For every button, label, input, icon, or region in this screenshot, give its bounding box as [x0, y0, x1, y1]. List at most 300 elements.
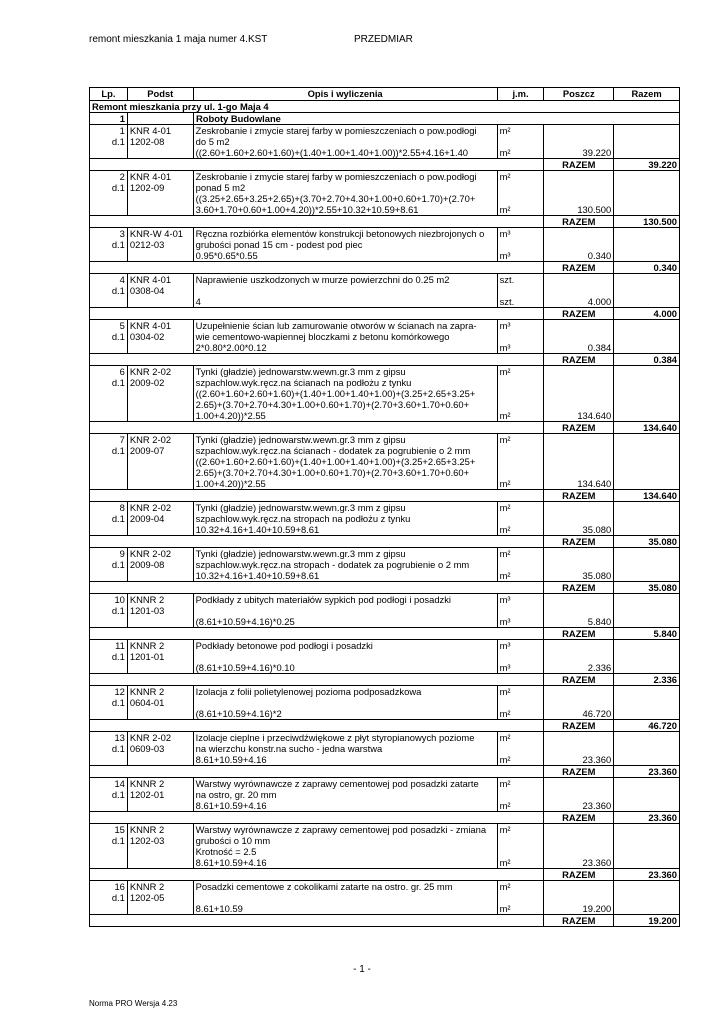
- item-lp-cell: [90, 171, 127, 215]
- item-dept: d.1: [111, 789, 125, 800]
- item-unit: m²: [499, 857, 511, 868]
- item-total: 2.336: [613, 674, 679, 685]
- item-number: 11: [115, 640, 125, 651]
- sum-spacer: [90, 812, 543, 823]
- item-description-cell: [193, 640, 497, 673]
- item-calculation-line: 10.32+4.16+1.40+10.59+8.61: [195, 570, 320, 581]
- item-sum-row: [89, 216, 680, 228]
- item-number: 10: [114, 594, 125, 605]
- col-razem-header: Razem: [613, 88, 679, 100]
- item-calculation-line: 0.95*0.65*0.55: [195, 250, 258, 261]
- item-code-number: 0308-04: [129, 285, 165, 296]
- sum-label: RAZEM: [543, 628, 613, 639]
- item-code-number: 0212-03: [129, 239, 165, 250]
- item-dept: d.1: [111, 605, 125, 616]
- item-code-number: 1202-05: [129, 892, 165, 903]
- section-title: Remont mieszkania przy ul. 1-go Maja 4: [92, 101, 269, 112]
- item-podst-cell: [127, 778, 193, 811]
- item-dept: d.1: [111, 182, 125, 193]
- software-version: Norma PRO Wersja 4.23: [89, 999, 178, 1008]
- item-description-line: Ręczna rozbiórka elementów konstrukcji betonowych niezbrojonych o: [195, 228, 485, 239]
- item-razem-cell: [613, 228, 679, 261]
- col-poszcz-header: Poszcz: [543, 88, 613, 100]
- item-unit-top: m³: [499, 594, 511, 605]
- item-row: [89, 640, 680, 674]
- item-quantity: 4.000: [587, 296, 612, 307]
- item-razem-cell: [613, 732, 679, 765]
- item-poszcz-cell: [543, 274, 613, 307]
- item-row: [89, 125, 680, 159]
- item-code: KNNR 2: [129, 686, 165, 697]
- item-description-line: szpachlow.wyk.ręcz.na ścianach - dodatek za pogrubienie o 2 mm: [195, 445, 471, 456]
- item-quantity: 130.500: [577, 204, 612, 215]
- item-description-line: Posadzki cementowe z cokolikami zatarte na ostro. gr. 25 mm: [195, 881, 453, 892]
- col-podst-header: Podst: [127, 88, 193, 100]
- sum-label: RAZEM: [543, 354, 613, 365]
- item-sum-row: [89, 490, 680, 502]
- item-sum-row: [89, 262, 680, 274]
- item-number: 1: [119, 125, 125, 136]
- item-dept: d.1: [111, 835, 125, 846]
- item-row: [89, 228, 680, 262]
- item-description-line: Tynki (gładzie) jednowarstw.wewn.gr.3 mm z gipsu: [195, 434, 406, 445]
- item-code-number: 1201-03: [129, 605, 165, 616]
- item-lp-cell: [90, 732, 127, 765]
- item-description-cell: [193, 434, 497, 489]
- item-unit-cell: [497, 686, 544, 719]
- sum-spacer: [90, 869, 543, 880]
- group-title: Roboty Budowlane: [193, 113, 679, 124]
- item-podst-cell: [127, 686, 193, 719]
- item-code-number: 0604-01: [129, 697, 165, 708]
- item-sum-row: [89, 536, 680, 548]
- item-poszcz-cell: [543, 640, 613, 673]
- item-row: [89, 778, 680, 812]
- item-code-number: 2009-08: [129, 559, 165, 570]
- group-row: [89, 113, 680, 125]
- item-razem-cell: [613, 594, 679, 627]
- item-poszcz-cell: [543, 228, 613, 261]
- sum-label: RAZEM: [543, 159, 613, 170]
- item-description-line: Naprawienie uszkodzonych w murze powierzchni do 0.25 m2: [195, 274, 450, 285]
- item-poszcz-cell: [543, 434, 613, 489]
- item-lp-cell: [90, 824, 127, 868]
- item-row: [89, 171, 680, 216]
- item-description-line: Warstwy wyrównawcze z zaprawy cementowej pod posadzki - zmiana: [195, 824, 487, 835]
- item-code-number: 2009-07: [129, 445, 165, 456]
- item-quantity: 5.840: [587, 616, 612, 627]
- item-unit-cell: [497, 366, 544, 421]
- sum-label: RAZEM: [543, 490, 613, 501]
- item-total: 0.340: [613, 262, 679, 273]
- item-lp-cell: [90, 881, 127, 914]
- sum-spacer: [90, 308, 543, 319]
- item-description-line: grubości o 10 mm: [195, 835, 271, 846]
- item-description-cell: [193, 732, 497, 765]
- item-code-number: 1202-03: [129, 835, 165, 846]
- item-unit: m²: [499, 570, 511, 581]
- item-sum-row: [89, 422, 680, 434]
- item-code: KNR 4-01: [129, 125, 172, 136]
- item-calculation-line: ((2.60+1.60+2.60+1.60)+(1.40+1.00+1.40+1.00)+(3.25+2.65+3.25+: [195, 456, 476, 467]
- item-quantity: 19.200: [582, 903, 612, 914]
- item-poszcz-cell: [543, 686, 613, 719]
- item-description-cell: [193, 228, 497, 261]
- sum-spacer: [90, 354, 543, 365]
- item-number: 8: [119, 502, 125, 513]
- item-description-line: [196, 651, 495, 662]
- item-description-line: [196, 697, 495, 708]
- item-calculation-line: 8.61+10.59: [195, 903, 243, 914]
- item-unit-cell: [497, 171, 544, 215]
- item-calculation-line: 8.61+10.59+4.16: [195, 800, 267, 811]
- item-unit-top: m²: [499, 548, 511, 559]
- item-total: 130.500: [613, 216, 679, 227]
- item-razem-cell: [613, 125, 679, 158]
- item-description-cell: [193, 594, 497, 627]
- item-poszcz-cell: [543, 171, 613, 215]
- item-podst-cell: [127, 171, 193, 215]
- item-calculation-line: 2.65)+(3.70+2.70+4.30+1.00+0.60+1.70)+(2.70+3.60+1.70+0.60+: [195, 467, 470, 478]
- item-quantity: 35.080: [582, 524, 612, 535]
- item-code-number: 2009-04: [129, 513, 165, 524]
- item-lp-cell: [90, 320, 127, 353]
- sum-label: RAZEM: [543, 308, 613, 319]
- item-poszcz-cell: [543, 732, 613, 765]
- file-name: remont mieszkania 1 maja numer 4.KST: [89, 34, 268, 45]
- item-unit: m³: [499, 250, 511, 261]
- item-sum-row: [89, 674, 680, 686]
- item-podst-cell: [127, 320, 193, 353]
- item-unit-top: m³: [499, 640, 511, 651]
- item-unit-top: m²: [499, 686, 511, 697]
- item-total: 19.200: [613, 915, 679, 926]
- sum-label: RAZEM: [543, 812, 613, 823]
- item-number: 2: [119, 171, 125, 182]
- item-code: KNR 2-02: [129, 366, 172, 377]
- item-poszcz-cell: [543, 594, 613, 627]
- item-unit-cell: [497, 640, 544, 673]
- item-row: [89, 732, 680, 766]
- item-total: 0.384: [613, 354, 679, 365]
- item-total: 23.360: [613, 812, 679, 823]
- item-razem-cell: [613, 366, 679, 421]
- item-razem-cell: [613, 548, 679, 581]
- sum-spacer: [90, 674, 543, 685]
- item-number: 7: [119, 434, 125, 445]
- item-razem-cell: [613, 640, 679, 673]
- item-podst-cell: [127, 548, 193, 581]
- sum-spacer: [90, 766, 543, 777]
- item-lp-cell: [90, 228, 127, 261]
- sum-spacer: [90, 490, 543, 501]
- item-description-cell: [193, 881, 497, 914]
- item-calculation-line: 3.60+1.70+0.60+1.00+4.20))*2.55+10.32+10.59+8.61: [195, 204, 419, 215]
- item-code-number: 2009-02: [129, 377, 165, 388]
- item-description-line: Izolacje cieplne i przeciwdźwiękowe z płyt styropianowych poziome: [195, 732, 475, 743]
- item-poszcz-cell: [543, 502, 613, 535]
- group-number: 1: [119, 113, 125, 124]
- item-unit-top: m²: [499, 125, 511, 136]
- sum-label: RAZEM: [543, 582, 613, 593]
- item-unit: m²: [499, 800, 511, 811]
- sum-label: RAZEM: [543, 262, 613, 273]
- item-lp-cell: [90, 502, 127, 535]
- item-podst-cell: [127, 594, 193, 627]
- item-calculation-line: ((3.25+2.65+3.25+2.65)+(3.70+2.70+4.30+1.00+0.60+1.70)+(2.70+: [195, 193, 476, 204]
- item-row: [89, 320, 680, 354]
- page-number: - 1 -: [353, 964, 371, 975]
- items-body: [89, 125, 680, 927]
- item-unit: m³: [499, 662, 511, 673]
- item-code: KNR 2-02: [129, 502, 172, 513]
- item-unit: m²: [499, 754, 511, 765]
- item-dept: d.1: [111, 892, 125, 903]
- bill-of-quantities-table: [89, 87, 680, 927]
- item-unit: m²: [499, 147, 511, 158]
- item-code-number: 0304-02: [129, 331, 165, 342]
- item-description-cell: [193, 548, 497, 581]
- item-total: 134.640: [613, 422, 679, 433]
- item-code: KNR 2-02: [129, 548, 172, 559]
- sum-spacer: [90, 582, 543, 593]
- item-sum-row: [89, 354, 680, 366]
- item-description-line: Krotność = 2.5: [195, 846, 257, 857]
- item-sum-row: [89, 720, 680, 732]
- sum-label: RAZEM: [543, 674, 613, 685]
- item-description-line: Zeskrobanie i zmycie starej farby w pomieszczeniach o pow.podłogi: [195, 171, 477, 182]
- item-podst-cell: [127, 732, 193, 765]
- item-description-line: Tynki (gładzie) jednowarstw.wewn.gr.3 mm z gipsu: [195, 366, 406, 377]
- col-lp-header: Lp.: [101, 88, 116, 99]
- item-quantity: 23.360: [582, 754, 612, 765]
- sum-spacer: [90, 422, 543, 433]
- item-razem-cell: [613, 881, 679, 914]
- item-code-number: 0609-03: [129, 743, 165, 754]
- item-razem-cell: [613, 824, 679, 868]
- item-total: 23.360: [613, 869, 679, 880]
- item-sum-row: [89, 159, 680, 171]
- item-description-line: Podkłady betonowe pod podłogi i posadzki: [195, 640, 373, 651]
- item-calculation-line: 1.00+4.20))*2.55: [195, 478, 266, 489]
- sum-spacer: [90, 628, 543, 639]
- item-number: 3: [119, 228, 125, 239]
- item-calculation-line: (8.61+10.59+4.16)*0.25: [195, 616, 295, 627]
- item-dept: d.1: [111, 239, 125, 250]
- item-description-line: wie cementowo-wapiennej bloczkami z betonu komórkowego: [195, 331, 450, 342]
- item-unit-top: m²: [499, 502, 511, 513]
- item-description-line: Zeskrobanie i zmycie starej farby w pomieszczeniach o pow.podłogi: [195, 125, 477, 136]
- item-podst-cell: [127, 434, 193, 489]
- item-calculation-line: 8.61+10.59+4.16: [195, 857, 267, 868]
- sum-label: RAZEM: [543, 915, 613, 926]
- item-description-cell: [193, 778, 497, 811]
- item-unit-top: m²: [499, 881, 511, 892]
- item-poszcz-cell: [543, 778, 613, 811]
- item-quantity: 2.336: [587, 662, 612, 673]
- item-description-line: Tynki (gładzie) jednowarstw.wewn.gr.3 mm z gipsu: [195, 502, 406, 513]
- item-unit-cell: [497, 594, 544, 627]
- item-description-line: na ostro, gr. 20 mm: [195, 789, 277, 800]
- item-code: KNR-W 4-01: [129, 228, 184, 239]
- item-podst-cell: [127, 640, 193, 673]
- item-calculation-line: ((2.60+1.60+2.60+1.60)+(1.40+1.00+1.40+1.00)+(3.25+2.65+3.25+: [195, 388, 476, 399]
- item-number: 15: [114, 824, 125, 835]
- item-calculation-line: 1.00+4.20))*2.55: [195, 410, 266, 421]
- item-code: KNNR 2: [129, 824, 165, 835]
- item-description-line: szpachlow.wyk.ręcz.na stropach na podłożu z tynku: [195, 513, 411, 524]
- item-dept: d.1: [111, 651, 125, 662]
- item-description-line: [196, 285, 495, 296]
- item-total: 5.840: [613, 628, 679, 639]
- item-dept: d.1: [111, 377, 125, 388]
- item-unit-cell: [497, 881, 544, 914]
- item-calculation-line: ((2.60+1.60+2.60+1.60)+(1.40+1.00+1.40+1.00))*2.55+4.16+1.40: [195, 147, 469, 158]
- item-unit: m²: [499, 478, 511, 489]
- sum-label: RAZEM: [543, 216, 613, 227]
- item-total: 4.000: [613, 308, 679, 319]
- item-description-cell: [193, 274, 497, 307]
- item-description-line: do 5 m2: [195, 136, 230, 147]
- item-unit-cell: [497, 502, 544, 535]
- item-quantity: 35.080: [582, 570, 612, 581]
- item-podst-cell: [127, 824, 193, 868]
- item-sum-row: [89, 582, 680, 594]
- item-dept: d.1: [111, 559, 125, 570]
- item-description-cell: [193, 320, 497, 353]
- item-code-number: 1202-01: [129, 789, 165, 800]
- item-unit-cell: [497, 320, 544, 353]
- item-calculation-line: (8.61+10.59+4.16)*0.10: [195, 662, 295, 673]
- item-code: KNR 2-02: [129, 434, 172, 445]
- item-total: 39.220: [613, 159, 679, 170]
- item-sum-row: [89, 869, 680, 881]
- item-unit-cell: [497, 274, 544, 307]
- item-razem-cell: [613, 778, 679, 811]
- item-razem-cell: [613, 171, 679, 215]
- item-quantity: 134.640: [577, 478, 612, 489]
- item-description-line: [196, 605, 495, 616]
- item-unit-top: m³: [499, 228, 511, 239]
- item-number: 5: [119, 320, 125, 331]
- item-razem-cell: [613, 434, 679, 489]
- item-code: KNNR 2: [129, 594, 165, 605]
- section-row: [89, 101, 680, 113]
- item-number: 14: [114, 778, 125, 789]
- item-dept: d.1: [111, 743, 125, 754]
- item-unit: m²: [499, 524, 511, 535]
- item-quantity: 134.640: [577, 410, 612, 421]
- item-lp-cell: [90, 640, 127, 673]
- sum-spacer: [90, 216, 543, 227]
- item-quantity: 23.360: [582, 800, 612, 811]
- item-unit-top: m²: [499, 366, 511, 377]
- item-total: 46.720: [613, 720, 679, 731]
- item-number: 6: [119, 366, 125, 377]
- item-description-line: [196, 892, 495, 903]
- item-unit-top: m²: [499, 778, 511, 789]
- item-number: 12: [114, 686, 125, 697]
- col-jm-header: j.m.: [497, 88, 544, 100]
- item-row: [89, 548, 680, 582]
- sum-label: RAZEM: [543, 422, 613, 433]
- sum-spacer: [90, 262, 543, 273]
- item-lp-cell: [90, 548, 127, 581]
- item-unit: m³: [499, 342, 511, 353]
- item-quantity: 23.360: [582, 857, 612, 868]
- item-sum-row: [89, 812, 680, 824]
- item-poszcz-cell: [543, 320, 613, 353]
- item-number: 4: [119, 274, 125, 285]
- item-sum-row: [89, 308, 680, 320]
- item-calculation-line: 2*0.80*2.00*0.12: [195, 342, 267, 353]
- item-dept: d.1: [111, 513, 125, 524]
- item-number: 13: [114, 732, 125, 743]
- item-lp-cell: [90, 274, 127, 307]
- item-lp-cell: [90, 778, 127, 811]
- item-code: KNNR 2: [129, 778, 165, 789]
- item-quantity: 39.220: [582, 147, 612, 158]
- item-podst-cell: [127, 881, 193, 914]
- item-code: KNR 4-01: [129, 171, 172, 182]
- sum-spacer: [90, 915, 543, 926]
- item-podst-cell: [127, 274, 193, 307]
- item-razem-cell: [613, 686, 679, 719]
- item-code: KNNR 2: [129, 881, 165, 892]
- item-razem-cell: [613, 502, 679, 535]
- item-unit: m²: [499, 410, 511, 421]
- item-dept: d.1: [111, 136, 125, 147]
- item-podst-cell: [127, 502, 193, 535]
- item-code: KNR 2-02: [129, 732, 172, 743]
- item-sum-row: [89, 766, 680, 778]
- item-description-line: Podkłady z ubitych materiałów sypkich pod podłogi i posadzki: [195, 594, 452, 605]
- item-description-line: szpachlow.wyk.ręcz.na stropach - dodatek za pogrubienie o 2 mm: [195, 559, 470, 570]
- item-description-line: szpachlow.wyk.ręcz.na ścianach na podłożu z tynku: [195, 377, 412, 388]
- item-unit-cell: [497, 778, 544, 811]
- item-unit-top: m²: [499, 434, 511, 445]
- item-poszcz-cell: [543, 548, 613, 581]
- item-dept: d.1: [111, 331, 125, 342]
- item-calculation-line: (8.61+10.59+4.16)*2: [195, 708, 282, 719]
- item-description-line: Warstwy wyrównawcze z zaprawy cementowej pod posadzki zatarte: [195, 778, 479, 789]
- item-lp-cell: [90, 434, 127, 489]
- sum-spacer: [90, 159, 543, 170]
- item-description-line: grubości ponad 15 cm - podest pod piec: [195, 239, 363, 250]
- item-razem-cell: [613, 274, 679, 307]
- item-row: [89, 881, 680, 915]
- item-total: 134.640: [613, 490, 679, 501]
- item-calculation-line: 10.32+4.16+1.40+10.59+8.61: [195, 524, 320, 535]
- item-row: [89, 366, 680, 422]
- item-description-cell: [193, 824, 497, 868]
- item-description-line: Tynki (gładzie) jednowarstw.wewn.gr.3 mm z gipsu: [195, 548, 406, 559]
- item-unit-top: m²: [499, 171, 511, 182]
- item-total: 23.360: [613, 766, 679, 777]
- sum-spacer: [90, 720, 543, 731]
- item-sum-row: [89, 628, 680, 640]
- item-unit: szt.: [499, 296, 515, 307]
- item-quantity: 0.340: [587, 250, 612, 261]
- item-calculation-line: 2.65)+(3.70+2.70+4.30+1.00+0.60+1.70)+(2.70+3.60+1.70+0.60+: [195, 399, 470, 410]
- col-opis-header: Opis i wyliczenia: [193, 88, 497, 100]
- item-podst-cell: [127, 228, 193, 261]
- item-lp-cell: [90, 686, 127, 719]
- item-description-cell: [193, 171, 497, 215]
- item-unit: m³: [499, 616, 511, 627]
- sum-label: RAZEM: [543, 720, 613, 731]
- item-code: KNR 4-01: [129, 274, 172, 285]
